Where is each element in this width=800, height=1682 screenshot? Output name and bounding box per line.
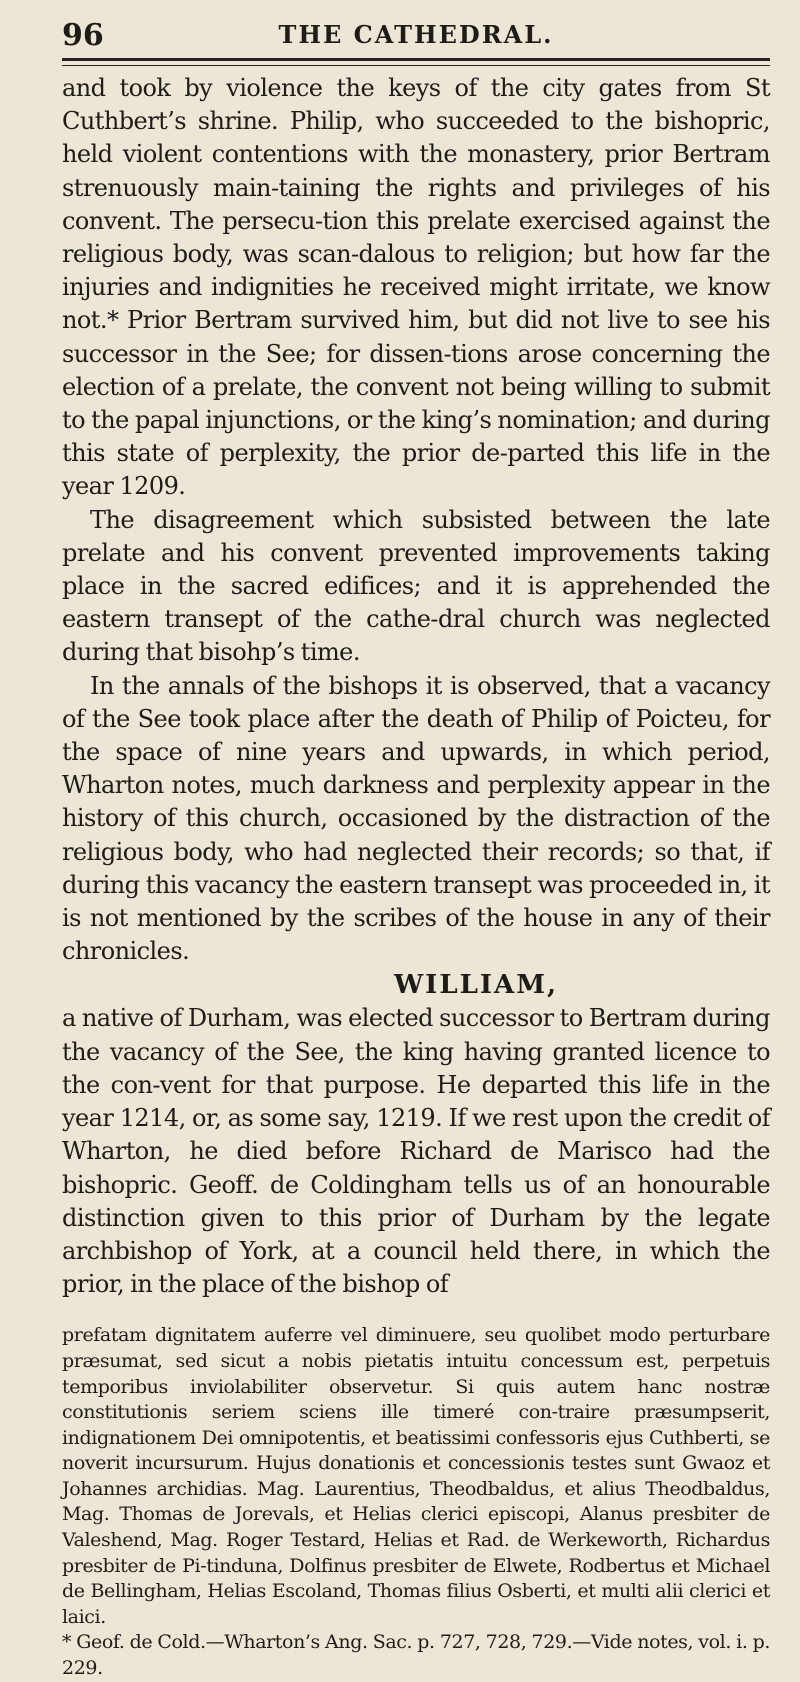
body-text [62, 72, 770, 1301]
paragraph-1: and took by violence the keys of the city gates from St Cuthbert’s shrine. Philip, who succeeded to the bishopric, held violent contentions with the monastery, prior Bertram strenuously main-taining the rights and privileges of his convent. The persecu-tion this prelate exercised against the religious body, was scan-dalous to religion; but how far the injuries and indignities he received might irritate, we know not.* Prior Bertram survived him, but did not live to see his successor in the See; for dissen-tions arose concerning the election of a prelate, the convent not being willing to submit to the papal injunctions, or the king’s nomination; and during this state of perplexity, the prior de-parted this life in the year 1209. [62, 74, 770, 501]
running-head: THE CATHEDRAL. [278, 20, 554, 49]
paragraph-william: a native of Durham, was elected successor to Bertram during the vacancy of the See, the king having granted licence to the con-vent for that purpose. He departed this life in the year 1214, or, as some say, 1219. If we rest upon the credit of Wharton, he died before Richard de Marisco had the bishopric. Geoff. de Coldingham tells us of an honourable distinction given to this prior of Durham by the legate archbishop of York, at a council held there, in which the prior, in the place of the bishop of [62, 1004, 770, 1299]
section-heading-william: WILLIAM, [393, 970, 559, 1001]
paragraph-2: The disagreement which subsisted between the late prelate and his convent prevented improvements taking place in the sacred edifices; and it is apprehended the eastern transept of the cathe-dral church was neglected during that bisohp’s time. [62, 505, 770, 667]
footnote-latin-continuation: prefatam dignitatem auferre vel diminuere, seu quolibet modo perturbare præsumat, sed sicut a nobis pietatis intuitu concessum est, perpetuis temporibus inviolabiliter observetur. Si quis autem hanc nostræ constitutionis seriem sciens ille timeré con-traire præsumpserit, indignationem Dei omnipotentis, et beatissimi confessoris ejus Cuthberti, se noverit incursurum. Hujus donationis et concessionis testes sunt Gwaoz et Johannes archidias. Mag. Laurentius, Theodbaldus, et alius Theodbaldus, Mag. Thomas de Jorevals, et Helias clerici episcopi, Alanus presbiter de Valeshend, Mag. Roger Testard, Helias et Rad. de Werkeworth, Richardus presbiter de Pi-tinduna, Dolfinus presbiter de Elwete, Rodbertus et Michael de Bellingham, Helias Escoland, Thomas filius Osberti, et multi alii clerici et laici. [62, 1324, 770, 1628]
paragraph-3: In the annals of the bishops it is observed, that a vacancy of the See took place after the death of Philip of Poicteu, for the space of nine years and upwards, in which period, Wharton notes, much darkness and perplexity appear in the history of this church, occasioned by the distraction of the religious body, who had neglected their records; so that, if during this vacancy the eastern transept was proceeded in, it is not mentioned by the scribes of the house in any of their chronicles. [62, 671, 770, 966]
header-rule [62, 58, 770, 66]
footnote-reference: * Geof. de Cold.—Wharton’s Ang. Sac. p. 727, 728, 729.—Vide notes, vol. i. p. 229. [62, 1631, 770, 1680]
page-number: 96 [62, 18, 104, 53]
page-header [62, 0, 770, 58]
footnotes [62, 1323, 770, 1681]
